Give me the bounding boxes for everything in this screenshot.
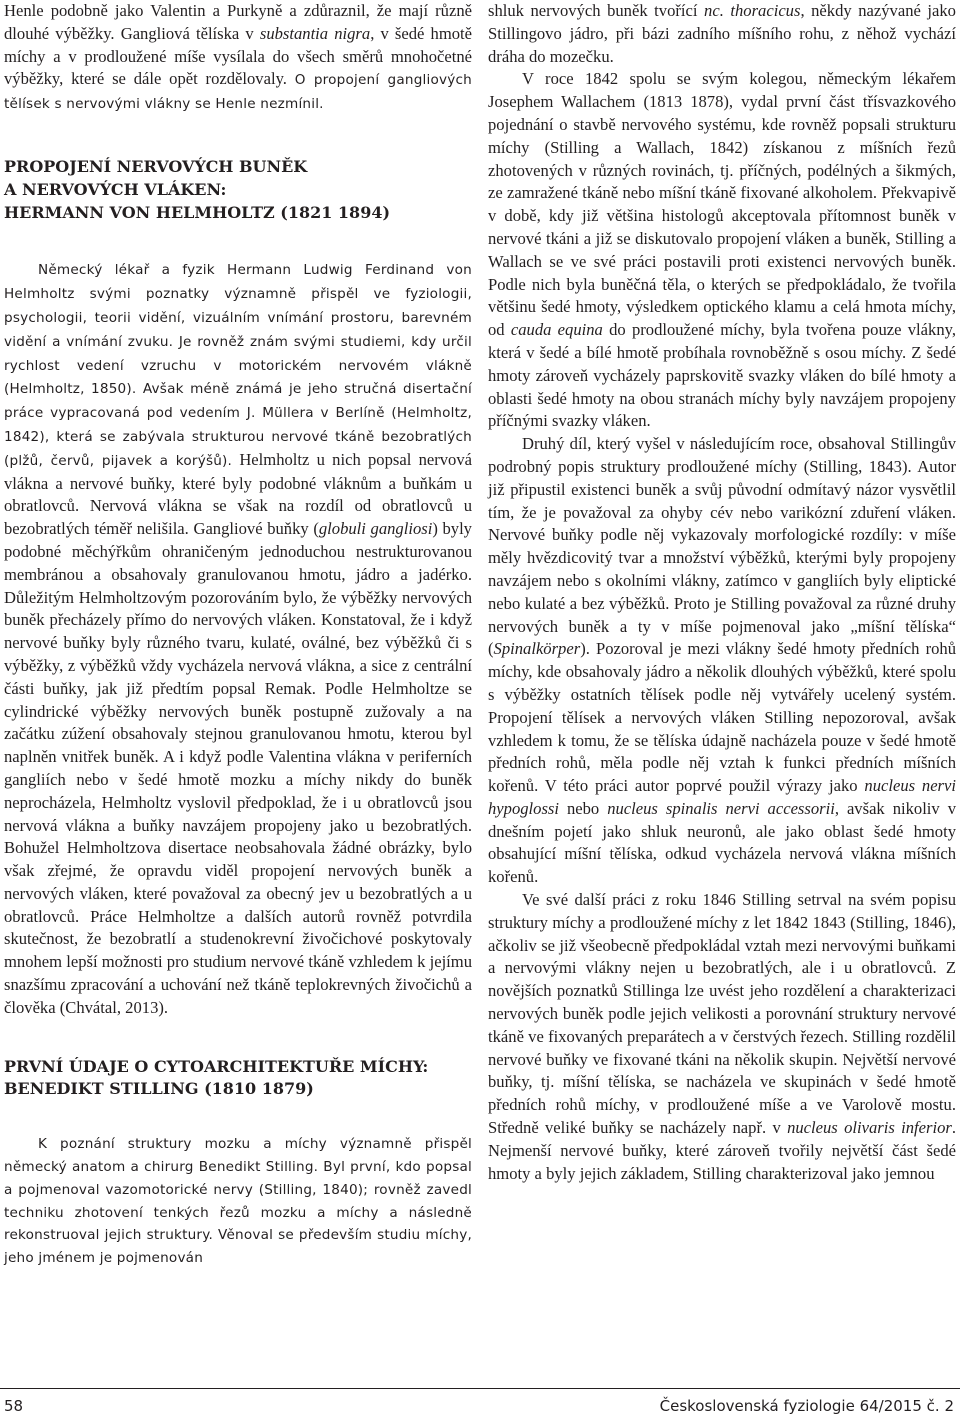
continued-paragraph: shluk nervových buněk tvořící nc. thoracicus, někdy nazývané jako Stillingovo jádro, při bázi zadního míšního rohu, z něhož vychází dráha do mozečku. [488,1,956,66]
stilling-paragraph: K poznání struktury mozku a míchy významně přispěl německý anatom a chirurg Benedikt Stilling. Byl první, kdo popsal a pojmenoval vazomotorické nervy (Stilling, 1840); rovněž zavedl techniku zhotovení tenkých řezů mozku a míchy a následně rekonstruoval jejich struktury. Věnoval se především studiu míchy, jeho jménem je pojmenován [4,1136,472,1267]
section-heading-stilling [4,1056,472,1102]
heading-line: PROPOJENÍ NERVOVÝCH BUNĚK [4,156,308,176]
paragraph-1842: V roce 1842 spolu se svým kolegou, německým lékařem Josephem Wallachem (1813 1878), vydal první část třísvazkového pojednání o stavbě nervového systému, kde rovněž popsali strukturu míchy (Stilling a Wallach, 1842) získanou z míšních řezů zhotovených v různých rovinách, tj. příčných, podélných a šikmých, ze zamražené tkáně nebo míšní tkáně fixované alkoholem. Překvapivě v době, kdy již většina histologů akceptovala přítomnost buněk v nervové tkáni a již se diskutovalo propojení vláken a buněk, Stilling a Wallach se ve své práci postavili proti existenci nervových buněk. Podle nich byla buněčná těla, o kterých se předpokládalo, že tvořila většinu šedé hmoty, výsledkem optického klamu a celá hmota míchy, od cauda equina do prodloužené míchy, byla tvořena pouze vlákny, která v šedé a bílé hmotě probíhala rovnoběžně s osou míchy. Z šedé hmoty zároveň vycházely paprskovitě svazky vláken do bílé hmoty a oblasti šedé hmoty na obou stranách míchy byly navzájem propojeny příčnými svazky vláken. [488,69,956,431]
intro-paragraph: Henle podobně jako Valentin a Purkyně a zdůraznil, že mají různě dlouhé výběžky. Gangliová tělíska v substantia nigra, v šedé hmotě míchy a v prodloužené míše vysílala do všech směrů mnohočetné výběžky, které se dále opět rozdělovaly. O propojení gangliových tělísek s nervovými vlákny se Henle nezmínil. [4,1,472,113]
paragraph-1846: Ve své další práci z roku 1846 Stilling setrval na svém popisu struktury míchy a prodloužené míchy z let 1842 1843 (Stilling, 1846), ačkoliv se již všeobecně předpokládal vztah mezi nervovými buňkami a nervovými vlákny nejen u bezobratlých, ale i u obratlovců. Z novějších poznatků Stillinga lze uvést jeho rozdělení a charakterizaci nervových buněk podle jejich velikosti a porovnání struktury nervové tkáně ve fixovaných preparátech a v čerstvých řezech. Stilling rozdělil nervové buňky ve fixované tkáni na několik skupin. Největší nervové buňky, tj. míšní tělíska, se nacházela ve skupinách v šedé hmotě předních rohů míchy, v prodloužené míše a ve Varolově mostu. Středně veliké buňky se nacházely např. v nucleus olivaris inferior. Nejmenší nervové buňky, které zároveň tvořily největší část šedé hmoty a byly jejich základem, Stilling charakterizoval jako jemnou [488,890,956,1183]
heading-line: A NERVOVÝCH VLÁKEN: [4,179,227,199]
section-heading-helmholtz [4,156,472,224]
page-number: 58 [4,1397,24,1415]
helmholtz-paragraph: Německý lékař a fyzik Hermann Ludwig Ferdinand von Helmholtz svými poznatky významně přispěl ve fyziologii, psychologii, teorii vidění, vizuálním vnímání prostoru, barevném vidění a vnímání zvuku. Je rovněž znám svými studiemi, kdy určil rychlost vedení vzruchu v motorickém nervovém vlákně (Helmholtz, 1850). Avšak méně známá je jeho stručná disertační práce vypracovaná pod vedením J. Müllera v Berlíně (Helmholtz, 1842), která se zabývala strukturou nervové tkáně bezobratlých (plžů, červů, pijavek a korýšů). Helmholtz u nich popsal nervová vlákna a nervové buňky, které byly podobné vláknům a buňkám u obratlovců. Nervová vlákna se však na rozdíl od obratlovců u bezobratlých téměř nelišila. Gangliové buňky (globuli gangliosi) byly podobné měchýřkům ohraničeným jednoduchou nestrukturovanou membránou a obsahovaly granulovanou hmotu, jádro a jadérko. Důležitým Helmholtzovým pozorováním bylo, že výběžky nervových buněk přecházely přímo do nervových vláken. Konstatoval, že i když nervové buňky byly různého tvaru, kulaté, oválné, bez výběžků či s výběžky, z výběžků vždy vycházela nervová vlákna, a sice z centrální části buňky, jak již předtím popsal Remak. Podle Helmholtze se cylindrické výběžky nervových buněk postupně zužovaly a na začátku zúžení obsahovaly stejnou granulovanou hmotu, kterou byl naplněn vnitřek buněk. A i když podle Valentina vlákna v periferních gangliích nebo v šedé hmotě mozku a míchy nikdy do buněk neprocházela, Helmholtz vyslovil předpoklad, že i u obratlovců jsou nervová vlákna a buňky navzájem propojeny jako u bezobratlých. Bohužel Helmholtzova disertace neobsahovala žádné obrázky, bylo však zřejmé, že opravdu viděl propojení nervových buněk a nervových vláken, které považoval za obecný jev u bezobratlých a u obratlovců. Práce Helmholtze a dalších autorů rovněž potvrdila skutečnost, že bezobratlí a studenokrevní živočichové poskytovaly mnohem lepší možnosti pro studium nervové tkáně vzhledem k jejímu snazšímu zpracování a uchování než tkáně teplokrevných živočichů a člověka (Chvátal, 2013). [4,262,473,1017]
heading-line: HERMANN VON HELMHOLTZ (1821 1894) [4,202,391,222]
left-column [4,0,472,1270]
journal-title: Československá fyziologie 64/2015 č. 2 [659,1397,954,1415]
right-column [488,0,956,1185]
heading-line: PRVNÍ ÚDAJE O CYTOARCHITEKTUŘE MÍCHY: [4,1056,429,1076]
paragraph-1843: Druhý díl, který vyšel v následujícím roce, obsahoval Stillingův podrobný popis struktury prodloužené míchy (Stilling, 1843). Autor již připustil existenci buněk a svůj původní odmítavý názor vysvětlil tím, že je považoval za ohyby cév nebo varikózní zduření vláken. Nervové buňky podle něj vykazovaly morfologické rozdíly: v míše měly hvězdicovitý tvar a množství výběžků, kterými byly propojeny navzájem nebo s okolními vlákny, zatímco v gangliích byly eliptické nebo kulaté a bez výběžků. Proto je Stilling považoval za různé druhy nervových buněk a ty v míše pojmenoval jako „míšní tělíska“ (Spinalkörper). Pozoroval je mezi vlákny šedé hmoty předních rohů míchy, kde obsahovaly jádro a několik dlouhých výběžků, které spolu s výběžky ostatních tělísek podle něj vytvářely ucelený systém. Propojení tělísek a nervových vláken Stilling nepozoroval, avšak vzhledem k tomu, že se tělíska údajně nacházela pouze v šedé hmotě předních rohů, měla podle něj vztah k funkci předních míšních kořenů. V této práci autor poprvé použil výrazy jako nucleus nervi hypoglossi nebo nucleus spinalis nervi accessorii, avšak nikoliv v dnešním pojetí jako shluk neuronů, ale jako oblast šedé hmoty obsahující míšní tělíska, odkud vycházela nervová vlákna míšních kořenů. [488,434,956,887]
heading-line: BENEDIKT STILLING (1810 1879) [4,1079,314,1099]
page-footer [0,1388,960,1421]
